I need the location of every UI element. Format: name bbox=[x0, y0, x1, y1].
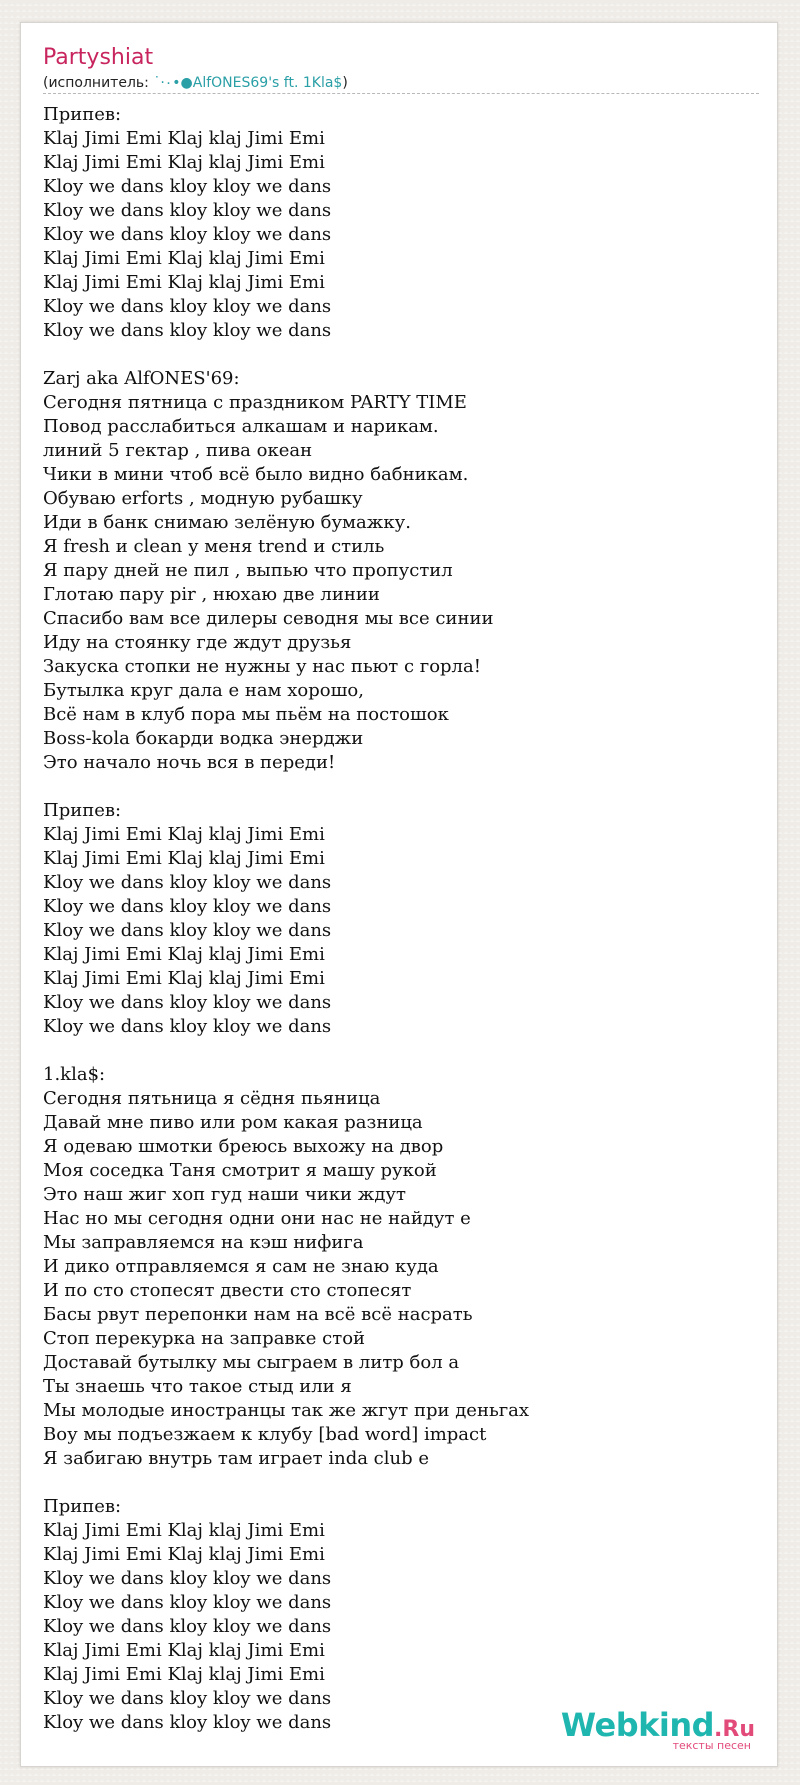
lyric-line: Kloy we dans kloy kloy we dans bbox=[43, 1016, 332, 1037]
lyric-line: Klaj Jimi Emi Klaj klaj Jimi Emi bbox=[43, 152, 325, 173]
lyric-line: Klaj Jimi Emi Klaj klaj Jimi Emi bbox=[43, 1544, 325, 1565]
lyric-line: Басы рвут перепонки нам на всё всё насрать bbox=[43, 1304, 473, 1325]
lyric-line: линий 5 гектар , пива океан bbox=[43, 440, 313, 461]
site-logo[interactable] bbox=[561, 1708, 755, 1752]
lyric-line: Припев: bbox=[43, 104, 122, 125]
lyric-line: Закуска стопки не нужны у нас пьют с горла! bbox=[43, 656, 481, 677]
lyric-line: Припев: bbox=[43, 800, 122, 821]
lyric-line: Повод расслабиться алкашам и нарикам. bbox=[43, 416, 439, 437]
lyric-line: Klaj Jimi Emi Klaj klaj Jimi Emi bbox=[43, 944, 325, 965]
lyric-line: Это наш жиг хоп гуд наши чики ждут bbox=[43, 1184, 406, 1205]
lyric-line: Стоп перекурка на заправке стой bbox=[43, 1328, 366, 1349]
logo-tld-text: .Ru bbox=[714, 1717, 755, 1742]
lyric-line: Чики в мини чтоб всё было видно бабникам. bbox=[43, 464, 469, 485]
lyric-line: Kloy we dans kloy kloy we dans bbox=[43, 1568, 332, 1589]
lyric-line: Это начало ночь вся в переди! bbox=[43, 752, 336, 773]
lyrics-text bbox=[43, 103, 763, 1735]
lyric-line: Сегодня пятьница я сёдня пьяница bbox=[43, 1088, 381, 1109]
logo-tagline: тексты песен bbox=[672, 1739, 751, 1752]
lyric-line: Kloy we dans kloy kloy we dans bbox=[43, 176, 332, 197]
stanza-break bbox=[43, 1039, 763, 1063]
artist-prefix: (исполнитель: bbox=[43, 75, 154, 91]
lyric-line: Kloy we dans kloy kloy we dans bbox=[43, 992, 332, 1013]
stanza-break bbox=[43, 775, 763, 799]
stanza-break bbox=[43, 343, 763, 367]
lyric-line: Klaj Jimi Emi Klaj klaj Jimi Emi bbox=[43, 128, 325, 149]
lyric-line: Моя соседка Таня смотрит я машу рукой bbox=[43, 1160, 437, 1181]
lyric-line: Kloy we dans kloy kloy we dans bbox=[43, 896, 332, 917]
lyric-line: Мы заправляемся на кэш нифига bbox=[43, 1232, 364, 1253]
lyric-line: Klaj Jimi Emi Klaj klaj Jimi Emi bbox=[43, 968, 325, 989]
artist-line bbox=[43, 73, 759, 94]
lyric-line: Klaj Jimi Emi Klaj klaj Jimi Emi bbox=[43, 272, 325, 293]
lyric-line: Я fresh и clean у меня trend и стиль bbox=[43, 536, 385, 557]
lyric-line: Воу мы подъезжаем к клубу [bad word] impact bbox=[43, 1424, 487, 1445]
lyrics-card bbox=[20, 22, 778, 1767]
lyric-line: Мы молодые иностранцы так же жгут при деньгах bbox=[43, 1400, 530, 1421]
lyric-line: Иду на стоянку где ждут друзья bbox=[43, 632, 352, 653]
logo-wordmark bbox=[561, 1708, 755, 1742]
lyric-line: И дико отправляемся я сам не знаю куда bbox=[43, 1256, 439, 1277]
lyric-line: Спасибо вам все дилеры севодня мы все синии bbox=[43, 608, 494, 629]
lyric-line: И по сто стопесят двести сто стопесят bbox=[43, 1280, 412, 1301]
lyric-line: Сегодня пятница с праздником PARTY TIME bbox=[43, 392, 467, 413]
lyric-line: Kloy we dans kloy kloy we dans bbox=[43, 1616, 332, 1637]
lyric-line: Zarj aka AlfONES'69: bbox=[43, 368, 240, 389]
lyric-line: Kloy we dans kloy kloy we dans bbox=[43, 1712, 332, 1733]
lyric-line: Klaj Jimi Emi Klaj klaj Jimi Emi bbox=[43, 824, 325, 845]
artist-suffix: ) bbox=[342, 75, 348, 91]
lyric-line: Доставай бутылку мы сыграем в литр бол а bbox=[43, 1352, 460, 1373]
logo-main-text: Webkind bbox=[560, 1706, 715, 1744]
lyric-line: Boss-kola бокарди водка энерджи bbox=[43, 728, 364, 749]
lyric-line: Kloy we dans kloy kloy we dans bbox=[43, 920, 332, 941]
lyric-line: Я одеваю шмотки бреюсь выхожу на двор bbox=[43, 1136, 444, 1157]
lyric-line: Kloy we dans kloy kloy we dans bbox=[43, 224, 332, 245]
lyric-line: Я забигаю внутрь там играет inda club е bbox=[43, 1448, 429, 1469]
lyric-line: 1.kla$: bbox=[43, 1064, 106, 1085]
lyric-line: Kloy we dans kloy kloy we dans bbox=[43, 200, 332, 221]
lyric-line: Kloy we dans kloy kloy we dans bbox=[43, 872, 332, 893]
lyric-line: Klaj Jimi Emi Klaj klaj Jimi Emi bbox=[43, 1640, 325, 1661]
stanza-break bbox=[43, 1471, 763, 1495]
lyric-line: Бутылка круг дала е нам хорошо, bbox=[43, 680, 364, 701]
artist-link[interactable]: ˙·٠•●AlfONES69's ft. 1Kla$ bbox=[153, 75, 343, 91]
lyric-line: Kloy we dans kloy kloy we dans bbox=[43, 1592, 332, 1613]
lyric-line: Припев: bbox=[43, 1496, 122, 1517]
lyric-line: Глотаю пару pir , нюхаю две линии bbox=[43, 584, 380, 605]
lyric-line: Klaj Jimi Emi Klaj klaj Jimi Emi bbox=[43, 848, 325, 869]
lyric-line: Klaj Jimi Emi Klaj klaj Jimi Emi bbox=[43, 248, 325, 269]
lyric-line: Всё нам в клуб пора мы пьём на постошок bbox=[43, 704, 449, 725]
lyric-line: Kloy we dans kloy kloy we dans bbox=[43, 320, 332, 341]
lyric-line: Я пару дней не пил , выпью что пропустил bbox=[43, 560, 453, 581]
lyric-line: Нас но мы сегодня одни они нас не найдут е bbox=[43, 1208, 471, 1229]
lyric-line: Ты знаешь что такое стыд или я bbox=[43, 1376, 352, 1397]
lyric-line: Иди в банк снимаю зелёную бумажку. bbox=[43, 512, 411, 533]
lyric-line: Обуваю erforts , модную рубашку bbox=[43, 488, 363, 509]
lyric-line: Kloy we dans kloy kloy we dans bbox=[43, 296, 332, 317]
lyric-line: Kloy we dans kloy kloy we dans bbox=[43, 1688, 332, 1709]
lyric-line: Klaj Jimi Emi Klaj klaj Jimi Emi bbox=[43, 1520, 325, 1541]
lyric-line: Давай мне пиво или ром какая разница bbox=[43, 1112, 423, 1133]
song-title: Partyshiat bbox=[43, 45, 154, 70]
lyric-line: Klaj Jimi Emi Klaj klaj Jimi Emi bbox=[43, 1664, 325, 1685]
